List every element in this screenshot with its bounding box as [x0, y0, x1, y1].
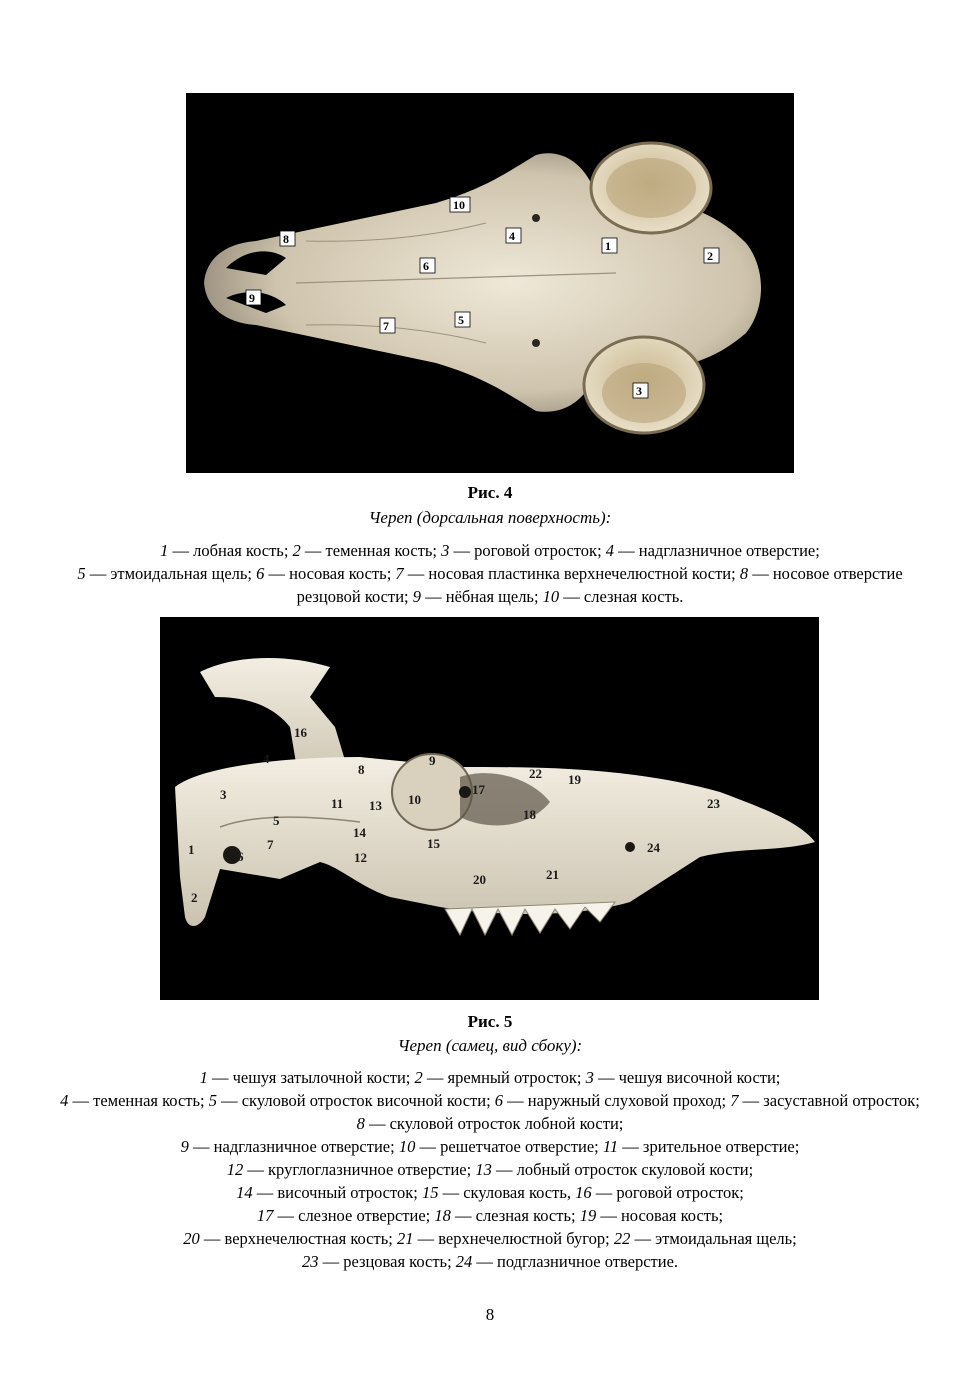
fig5-label-9: 9	[429, 753, 436, 768]
fig5-label-18: 18	[523, 807, 536, 822]
legend-item: 9 — нёбная щель;	[412, 587, 543, 606]
fig5-label-6: 6	[237, 849, 244, 864]
legend-item: 5 — этмоидальная щель;	[77, 564, 257, 583]
fig5-label-22: 22	[529, 766, 542, 781]
fig5-label-1: 1	[188, 842, 195, 857]
fig5-label-21: 21	[546, 867, 559, 882]
legend-item: 10 — решетчатое отверстие;	[398, 1137, 603, 1156]
legend-item: 6 — наружный слуховой проход;	[494, 1091, 731, 1110]
legend-item: 7 — засуставной отросток;	[730, 1091, 920, 1110]
legend-item: 3 — чешуя височной кости;	[585, 1068, 781, 1087]
legend-item: 5 — скуловой отросток височной кости;	[208, 1091, 495, 1110]
legend-item: 19 — носовая кость;	[579, 1206, 724, 1225]
fig4-label-9: 9	[249, 291, 255, 305]
legend-item: 1 — чешуя затылочной кости;	[199, 1068, 415, 1087]
page-number: 8	[485, 1305, 495, 1324]
legend-item: 2 — теменная кость;	[292, 541, 442, 560]
legend-item: 17 — слезное отверстие;	[256, 1206, 435, 1225]
legend-item: 4 — надглазничное отверстие;	[605, 541, 820, 560]
legend-item: 15 — скуловая кость,	[421, 1183, 576, 1202]
legend-item: 13 — лобный отросток скуловой кости;	[475, 1160, 754, 1179]
fig5-label-7: 7	[267, 837, 274, 852]
figure-4-photo	[186, 93, 794, 473]
legend-item: 24 — подглазничное отверстие.	[455, 1252, 679, 1271]
legend-item: 7 — носовая пластинка верхнечелюстной кости;	[395, 564, 740, 583]
skull-lateral-illustration	[160, 617, 819, 1000]
figure-5-legend	[60, 1066, 920, 1273]
fig5-label-4: 4	[263, 751, 270, 766]
legend-item: 14 — височный отросток;	[236, 1183, 422, 1202]
legend-item: 16 — роговой отросток;	[575, 1183, 744, 1202]
fig4-label-3: 3	[636, 384, 642, 398]
legend-item: 22 — этмоидальная щель;	[613, 1229, 797, 1248]
skull-dorsal-illustration	[186, 93, 794, 473]
fig5-label-14: 14	[353, 825, 366, 840]
legend-item: 3 — роговой отросток;	[441, 541, 606, 560]
fig5-label-15: 15	[427, 836, 440, 851]
legend-item: 2 — яремный отросток;	[414, 1068, 586, 1087]
legend-item: 4 — теменная кость;	[60, 1091, 209, 1110]
fig5-label-23: 23	[707, 796, 720, 811]
fig4-label-1: 1	[605, 239, 611, 253]
legend-item: 23 — резцовая кость;	[301, 1252, 456, 1271]
fig5-label-17: 17	[472, 782, 485, 797]
legend-item: 9 — надглазничное отверстие;	[180, 1137, 399, 1156]
figure-4-subtitle: Череп (дорсальная поверхность):	[368, 508, 612, 527]
legend-item: 21 — верхнечелюстной бугор;	[396, 1229, 614, 1248]
fig5-label-13: 13	[369, 798, 382, 813]
legend-item: 6 — носовая кость;	[256, 564, 396, 583]
fig5-label-10: 10	[408, 792, 421, 807]
fig4-label-5: 5	[458, 313, 464, 327]
fig5-label-12: 12	[354, 850, 367, 865]
fig5-label-5: 5	[273, 813, 280, 828]
legend-item: 12 — круглоглазничное отверстие;	[226, 1160, 476, 1179]
figure-4-legend	[60, 539, 920, 608]
legend-item: 20 — верхнечелюстная кость;	[183, 1229, 397, 1248]
figure-5-photo	[160, 617, 819, 1000]
fig5-label-8: 8	[358, 762, 365, 777]
fig5-label-2: 2	[191, 890, 198, 905]
figure-5-subtitle: Череп (самец, вид сбоку):	[397, 1036, 583, 1055]
fig5-label-16: 16	[294, 725, 307, 740]
fig4-label-10: 10	[453, 198, 465, 212]
fig4-label-8: 8	[283, 232, 289, 246]
figure-4-title: Рис. 4	[467, 483, 513, 502]
legend-item: 18 — слезная кость;	[434, 1206, 580, 1225]
legend-item: 1 — лобная кость;	[160, 541, 293, 560]
legend-item: 10 — слезная кость.	[542, 587, 684, 606]
fig4-label-6: 6	[423, 259, 429, 273]
fig5-label-11: 11	[331, 796, 344, 811]
fig4-label-4: 4	[509, 229, 515, 243]
fig5-label-19: 19	[568, 772, 581, 787]
fig4-label-2: 2	[707, 249, 713, 263]
fig4-label-7: 7	[383, 319, 389, 333]
legend-item: 8 — скуловой отросток лобной кости;	[356, 1114, 624, 1133]
figure-5-title: Рис. 5	[467, 1012, 513, 1031]
fig5-label-3: 3	[220, 787, 227, 802]
legend-item: 8 — носовое отверстие резцовой кости;	[296, 564, 903, 606]
legend-item: 11 — зрительное отверстие;	[602, 1137, 800, 1156]
fig5-label-24: 24	[647, 840, 660, 855]
fig5-label-20: 20	[473, 872, 486, 887]
